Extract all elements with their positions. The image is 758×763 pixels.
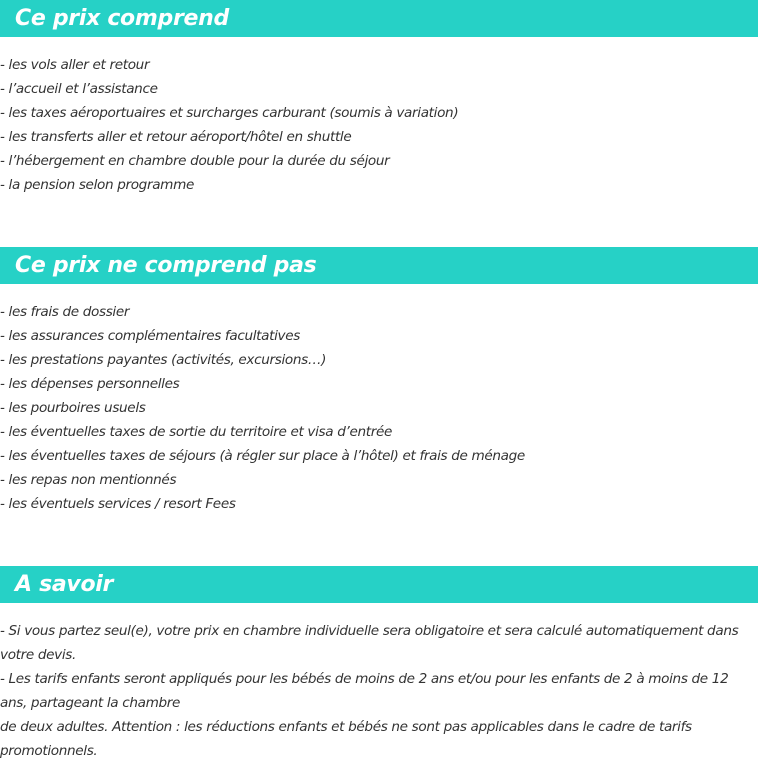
good-to-know-text bbox=[0, 619, 758, 763]
section-header-included bbox=[0, 0, 758, 37]
list-item: - les assurances complémentaires facultatives bbox=[0, 328, 300, 344]
good-to-know-paragraph: de deux adultes. Attention : les réductions enfants et bébés ne sont pas applicables dans le cadre de tarifs promotionnels. bbox=[0, 719, 692, 759]
section-title-included: Ce prix comprend bbox=[15, 6, 229, 31]
good-to-know-paragraph: - Si vous partez seul(e), votre prix en chambre individuelle sera obligatoire et sera calculé automatiquement dans votre devis. bbox=[0, 623, 739, 663]
list-item: - les taxes aéroportuaires et surcharges carburant (soumis à variation) bbox=[0, 105, 459, 121]
section-header-not-included bbox=[0, 247, 758, 284]
list-item: - les transferts aller et retour aéroport/hôtel en shuttle bbox=[0, 129, 352, 145]
list-item: - l’hébergement en chambre double pour la durée du séjour bbox=[0, 153, 390, 169]
good-to-know-paragraph: - Les tarifs enfants seront appliqués pour les bébés de moins de 2 ans et/ou pour les enfants de 2 à moins de 12 ans, partageant la chambre bbox=[0, 671, 729, 711]
list-item: - la pension selon programme bbox=[0, 177, 194, 193]
section-title-not-included: Ce prix ne comprend pas bbox=[15, 253, 317, 278]
section-header-good-to-know bbox=[0, 566, 758, 603]
section-title-good-to-know: A savoir bbox=[15, 572, 114, 597]
list-item: - les prestations payantes (activités, excursions…) bbox=[0, 352, 327, 368]
list-item: - les éventuelles taxes de séjours (à régler sur place à l’hôtel) et frais de ménage bbox=[0, 448, 525, 464]
included-list bbox=[0, 53, 758, 197]
list-item: - les dépenses personnelles bbox=[0, 376, 180, 392]
list-item: - les repas non mentionnés bbox=[0, 472, 177, 488]
list-item: - les éventuelles taxes de sortie du territoire et visa d’entrée bbox=[0, 424, 393, 440]
list-item: - l’accueil et l’assistance bbox=[0, 81, 158, 97]
list-item: - les éventuels services / resort Fees bbox=[0, 496, 236, 512]
list-item: - les pourboires usuels bbox=[0, 400, 146, 416]
not-included-list bbox=[0, 300, 758, 516]
list-item: - les vols aller et retour bbox=[0, 57, 150, 73]
list-item: - les frais de dossier bbox=[0, 304, 130, 320]
